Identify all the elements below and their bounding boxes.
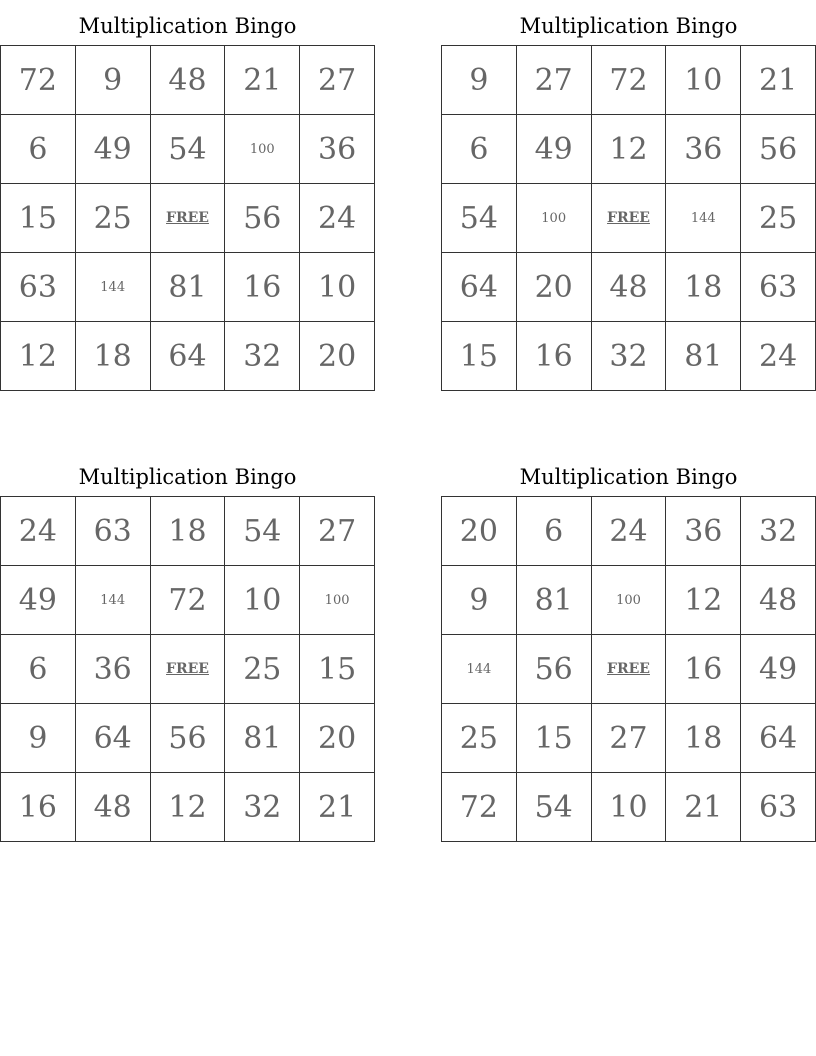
bingo-cell: 9: [75, 46, 150, 115]
bingo-cell: 18: [150, 497, 225, 566]
bingo-card-3: [0, 461, 375, 842]
grid-row: [442, 773, 816, 842]
bingo-cell: 63: [741, 253, 816, 322]
bingo-cell: 21: [741, 46, 816, 115]
grid-row: [1, 46, 375, 115]
bingo-cell: 9: [442, 566, 517, 635]
bingo-cell: 56: [516, 635, 591, 704]
bingo-cell: 32: [225, 322, 300, 391]
bingo-cell: 48: [741, 566, 816, 635]
bingo-cell: 144: [75, 566, 150, 635]
bingo-cell: 10: [225, 566, 300, 635]
bingo-cell: 48: [75, 773, 150, 842]
bingo-cell: 64: [741, 704, 816, 773]
bingo-cell: 6: [516, 497, 591, 566]
bingo-cell: 100: [516, 184, 591, 253]
bingo-cell: 16: [1, 773, 76, 842]
bingo-cell: 100: [300, 566, 375, 635]
bingo-cell: 72: [150, 566, 225, 635]
bingo-cell: 56: [150, 704, 225, 773]
bingo-cell: 10: [300, 253, 375, 322]
grid-row: [1, 322, 375, 391]
bingo-cell: 25: [741, 184, 816, 253]
grid-row: [442, 635, 816, 704]
bingo-cell: 20: [300, 322, 375, 391]
bingo-cell: 16: [666, 635, 741, 704]
bingo-cell: 27: [516, 46, 591, 115]
bingo-cell: 72: [1, 46, 76, 115]
bingo-cell: 21: [300, 773, 375, 842]
grid-row: [442, 566, 816, 635]
grid-row: [442, 46, 816, 115]
bingo-cell: 25: [442, 704, 517, 773]
bingo-grid: [0, 45, 375, 391]
bingo-cell: 21: [225, 46, 300, 115]
grid-row: [442, 322, 816, 391]
bingo-cell: 25: [225, 635, 300, 704]
bingo-cell: 15: [442, 322, 517, 391]
grid-row: [1, 184, 375, 253]
bingo-cell: 100: [225, 115, 300, 184]
bingo-cell: 63: [741, 773, 816, 842]
bingo-cell: 32: [741, 497, 816, 566]
card-title: Multiplication Bingo: [78, 465, 297, 489]
grid-row: [1, 704, 375, 773]
grid-row: [1, 566, 375, 635]
bingo-cell: 36: [666, 497, 741, 566]
bingo-cell: 63: [75, 497, 150, 566]
free-space-cell: FREE: [591, 635, 666, 704]
grid-row: [442, 704, 816, 773]
bingo-cell: 64: [150, 322, 225, 391]
bingo-cell: 27: [300, 497, 375, 566]
free-space-cell: FREE: [591, 184, 666, 253]
bingo-cell: 18: [75, 322, 150, 391]
bingo-cell: 81: [150, 253, 225, 322]
bingo-cell: 49: [1, 566, 76, 635]
bingo-cell: 100: [591, 566, 666, 635]
bingo-cell: 49: [741, 635, 816, 704]
bingo-cell: 48: [150, 46, 225, 115]
card-title: Multiplication Bingo: [78, 14, 297, 38]
bingo-cell: 10: [591, 773, 666, 842]
bingo-cell: 12: [1, 322, 76, 391]
bingo-cell: 81: [516, 566, 591, 635]
bingo-cell: 36: [666, 115, 741, 184]
bingo-card-2: [441, 10, 816, 391]
bingo-card-4: [441, 461, 816, 842]
bingo-cell: 24: [741, 322, 816, 391]
grid-row: [1, 497, 375, 566]
card-title: Multiplication Bingo: [519, 465, 738, 489]
bingo-cell: 32: [591, 322, 666, 391]
grid-row: [442, 115, 816, 184]
bingo-cell: 72: [442, 773, 517, 842]
grid-row: [1, 115, 375, 184]
bingo-cell: 15: [516, 704, 591, 773]
bingo-cell: 81: [225, 704, 300, 773]
bingo-cell: 20: [300, 704, 375, 773]
grid-row: [1, 635, 375, 704]
bingo-cell: 12: [666, 566, 741, 635]
bingo-cell: 54: [516, 773, 591, 842]
bingo-cell: 32: [225, 773, 300, 842]
bingo-cell: 18: [666, 704, 741, 773]
grid-row: [442, 184, 816, 253]
bingo-cell: 54: [150, 115, 225, 184]
bingo-cell: 48: [591, 253, 666, 322]
bingo-cell: 81: [666, 322, 741, 391]
bingo-cell: 49: [75, 115, 150, 184]
bingo-grid: [441, 496, 816, 842]
bingo-cell: 15: [1, 184, 76, 253]
bingo-cell: 6: [442, 115, 517, 184]
free-space-cell: FREE: [150, 184, 225, 253]
bingo-cell: 24: [300, 184, 375, 253]
grid-row: [442, 253, 816, 322]
bingo-cell: 12: [150, 773, 225, 842]
bingo-cell: 24: [1, 497, 76, 566]
bingo-cell: 18: [666, 253, 741, 322]
bingo-cell: 21: [666, 773, 741, 842]
card-title: Multiplication Bingo: [519, 14, 738, 38]
bingo-grid: [0, 496, 375, 842]
grid-row: [442, 497, 816, 566]
bingo-cell: 49: [516, 115, 591, 184]
bingo-cell: 10: [666, 46, 741, 115]
bingo-cell: 63: [1, 253, 76, 322]
bingo-cell: 16: [516, 322, 591, 391]
bingo-cell: 9: [442, 46, 517, 115]
bingo-cell: 36: [300, 115, 375, 184]
bingo-card-1: [0, 10, 375, 391]
bingo-cell: 20: [516, 253, 591, 322]
bingo-cell: 56: [225, 184, 300, 253]
grid-row: [1, 773, 375, 842]
bingo-cell: 6: [1, 115, 76, 184]
bingo-cell: 56: [741, 115, 816, 184]
bingo-cell: 72: [591, 46, 666, 115]
bingo-cell: 144: [666, 184, 741, 253]
bingo-cell: 27: [591, 704, 666, 773]
bingo-cell: 54: [225, 497, 300, 566]
bingo-cell: 9: [1, 704, 76, 773]
bingo-cell: 6: [1, 635, 76, 704]
bingo-cell: 12: [591, 115, 666, 184]
bingo-grid: [441, 45, 816, 391]
bingo-cell: 16: [225, 253, 300, 322]
bingo-cell: 27: [300, 46, 375, 115]
bingo-cell: 144: [442, 635, 517, 704]
bingo-cell: 36: [75, 635, 150, 704]
bingo-cell: 64: [75, 704, 150, 773]
bingo-cell: 20: [442, 497, 517, 566]
grid-row: [1, 253, 375, 322]
bingo-cell: 54: [442, 184, 517, 253]
bingo-cell: 24: [591, 497, 666, 566]
free-space-cell: FREE: [150, 635, 225, 704]
bingo-cell: 64: [442, 253, 517, 322]
bingo-cell: 15: [300, 635, 375, 704]
bingo-cell: 25: [75, 184, 150, 253]
bingo-cell: 144: [75, 253, 150, 322]
